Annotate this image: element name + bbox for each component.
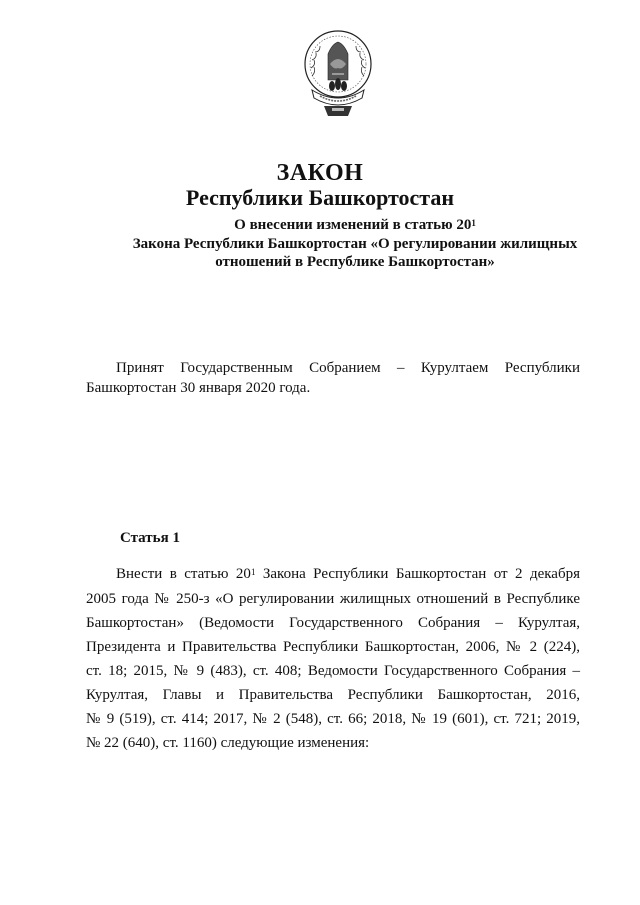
article-1-heading: Статья 1 (120, 530, 180, 546)
article-1-line: Башкортостан» (Ведомости Государственного Собрания – Курултая, (86, 615, 580, 631)
article-1-body (86, 562, 580, 755)
adoption-note (86, 358, 580, 398)
article-1-line: ст. 18; 2015, № 9 (483), ст. 408; Ведомости Государственного Собрания – (86, 663, 580, 679)
superscript: 1 (471, 218, 476, 228)
adoption-line-1: Принят Государственным Собранием – Курултаем Республики (116, 360, 580, 376)
bill-title-line-2: Закона Республики Башкортостан «О регулировании жилищных (132, 236, 578, 252)
law-title: ЗАКОН (276, 160, 364, 186)
article-1-line: Курултая, Главы и Правительства Республики Башкортостан, 2016, (86, 687, 580, 703)
superscript: 1 (250, 567, 256, 577)
bill-title-line-3: отношений в Республике Башкортостан» (215, 254, 495, 270)
law-subtitle: Республики Башкортостан (185, 185, 455, 210)
article-1-line: № 9 (519), ст. 414; 2017, № 2 (548), ст. 66; 2018, № 19 (601), ст. 721; 2019, (86, 711, 580, 727)
bill-title (120, 216, 590, 271)
coat-of-arms-emblem (302, 24, 374, 128)
article-1-line: 2005 года № 250-з «О регулировании жилищных отношений в Республике (86, 591, 580, 607)
adoption-line-2: Башкортостан 30 января 2020 года. (86, 380, 311, 396)
article-1-line: Президента и Правительства Республики Башкортостан, 2006, № 2 (224), (86, 639, 580, 655)
article-1-line: № 22 (640), ст. 1160) следующие изменения: (86, 735, 370, 751)
bill-title-line-1: О внесении изменений в статью $20^1$ (234, 217, 476, 233)
article-1-line: Внести в статью $20^1$ Закона Республики Башкортостан от 2 декабря (116, 566, 580, 582)
